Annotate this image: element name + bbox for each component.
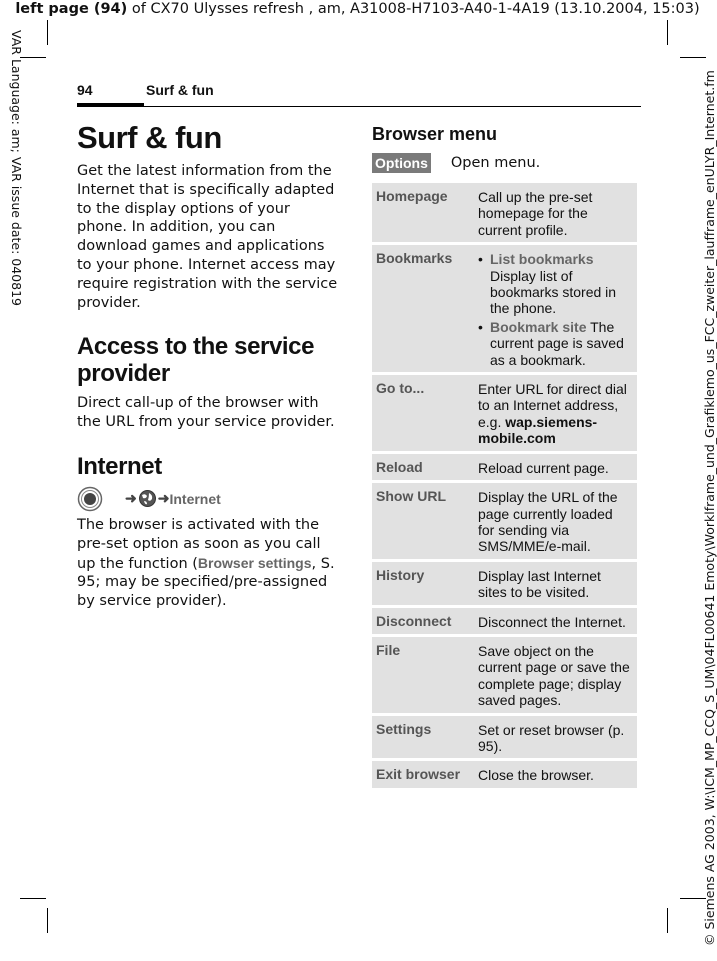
page-slug-line: [0, 0, 715, 18]
table-row: [372, 562, 637, 605]
menu-label: Bookmarks: [372, 245, 474, 372]
bookmark-site-text: The current page is saved as a bookmark.: [490, 318, 624, 368]
crop-mark: [667, 20, 668, 45]
menu-desc: Set or reset browser (p. 95).: [474, 716, 637, 759]
list-bookmarks-text: Display list of bookmarks stored in the phone.: [490, 267, 617, 317]
internet-text: [77, 516, 342, 611]
header-rule: [77, 106, 641, 107]
bookmark-site-key: Bookmark site: [490, 318, 587, 335]
table-row: [372, 716, 637, 759]
heading-internet: Internet: [77, 452, 162, 480]
menu-desc: Call up the pre-set homepage for the current profile.: [474, 183, 637, 242]
crop-mark: [47, 908, 48, 933]
menu-desc: Reload current page.: [474, 454, 637, 480]
internet-text-end: , S. 95; may be specified/pre-assigned by service provider).: [77, 555, 335, 610]
table-row: [372, 245, 637, 372]
navigation-key-icon: [77, 486, 103, 512]
options-softkey: Options: [372, 153, 431, 173]
slug-bold: left page (94): [15, 1, 128, 17]
crop-mark: [20, 898, 46, 899]
list-item: [478, 251, 631, 317]
crop-mark: [667, 908, 668, 933]
browser-menu-table: [372, 180, 637, 791]
menu-label: Reload: [372, 454, 474, 480]
table-row: [372, 375, 637, 451]
table-row: [372, 454, 637, 480]
menu-label: Settings: [372, 716, 474, 759]
intro-text: Get the latest information from the Internet that is specifically adapted to the display options of your phone. In addition, you can download games and applications to your phone. Internet access may require registration with the service provider.: [77, 163, 338, 311]
goto-example: wap.siemens-mobile.com: [478, 413, 598, 447]
path-arrow: ➜: [125, 490, 137, 507]
menu-path: [77, 484, 342, 514]
menu-label: Disconnect: [372, 608, 474, 634]
list-item: [478, 319, 631, 368]
menu-label: Exit browser: [372, 761, 474, 787]
options-row: [372, 153, 637, 173]
browser-settings-ref: Browser settings: [197, 554, 312, 571]
menu-desc: Close the browser.: [474, 761, 637, 787]
chapter-title: Surf & fun: [77, 120, 222, 155]
options-text: Open menu.: [450, 155, 541, 171]
menu-desc: Disconnect the Internet.: [474, 608, 637, 634]
left-column: [77, 120, 342, 611]
menu-label: History: [372, 562, 474, 605]
menu-desc: Save object on the current page or save the complete page; display saved pages.: [474, 637, 637, 713]
table-row: [372, 483, 637, 559]
menu-desc: Display the URL of the page currently loaded for sending via SMS/MME/e-mail.: [474, 483, 637, 559]
heading-access: Access to the service provider: [77, 333, 315, 388]
menu-desc: [474, 375, 637, 451]
globe-icon: [138, 489, 157, 508]
menu-desc: Display last Internet sites to be visited.: [474, 562, 637, 605]
slug-rest: of CX70 Ulysses refresh , am, A31008-H7103-A40-1-4A19 (13.10.2004, 15:03): [127, 1, 700, 17]
crop-mark: [680, 57, 706, 58]
goto-text: Enter URL for direct dial to an Internet address, e.g.: [478, 381, 627, 430]
right-column: [372, 122, 637, 173]
path-internet: Internet: [169, 490, 221, 507]
table-row: [372, 761, 637, 787]
menu-label: Show URL: [372, 483, 474, 559]
crop-mark: [47, 20, 48, 45]
menu-label: Homepage: [372, 183, 474, 242]
menu-label: Go to...: [372, 375, 474, 451]
side-text-left: VAR Language: am; VAR issue date: 040819: [9, 30, 24, 306]
list-bookmarks-key: List bookmarks: [490, 251, 594, 268]
access-text: Direct call-up of the browser with the URL from your service provider.: [77, 395, 335, 431]
internet-text-start: The browser is activated with the pre-set option as soon as you call up the function (: [77, 516, 321, 572]
table-row: [372, 608, 637, 634]
running-header: Surf & fun: [146, 82, 214, 98]
path-arrow: ➜: [157, 490, 170, 507]
menu-desc: [474, 245, 637, 372]
table-row: [372, 637, 637, 713]
side-text-right: © Siemens AG 2003, W:\ICM_MP_CCQ_S_UM\04FL00641 Emoty\Worklframe_und_Grafiklemo_us_FCC_zweiter_laufframe_enULYR_Internet.fm: [702, 70, 717, 946]
table-row: [372, 183, 637, 242]
page-number: 94: [77, 82, 93, 98]
browser-menu-title: Browser menu: [372, 124, 498, 144]
menu-label: File: [372, 637, 474, 713]
